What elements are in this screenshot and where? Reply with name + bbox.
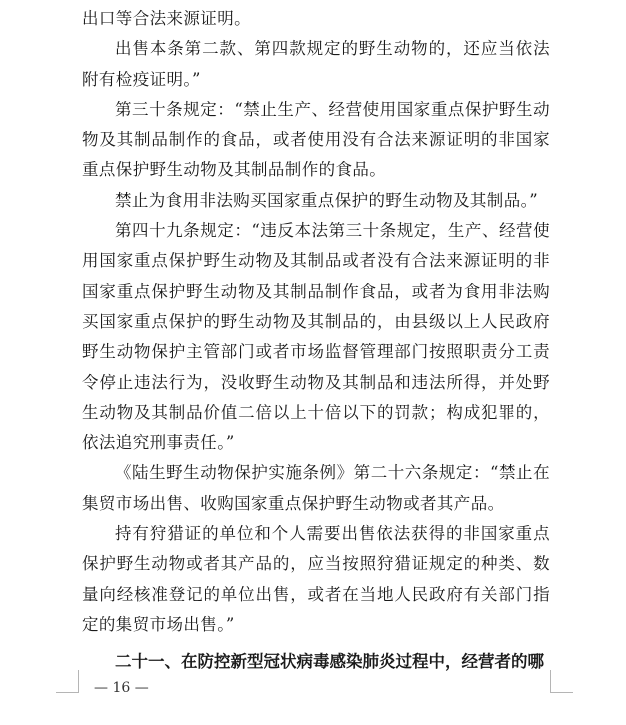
paragraph-2: 出售本条第二款、第四款规定的野生动物的，还应当依法附有检疫证明。” bbox=[82, 39, 550, 89]
paragraph-7: 持有狩猎证的单位和个人需要出售依法获得的非国家重点保护野生动物或者其产品的，应当按照狩猎证规定的种类、数量向经核准登记的单位出售，或者在当地人民政府有关部门指定的集贸市场出售。” bbox=[82, 524, 550, 634]
paragraph-5: 第四十九条规定：“违反本法第三十条规定，生产、经营使用国家重点保护野生动物及其制品或者没有合法来源证明的非国家重点保护野生动物及其制品制作食品，或者为食用非法购买国家重点保护的野生动物及其制品的，由县级以上人民政府野生动物保护主管部门或者市场监督管理部门按照职责分工责令停止违法行为，没收野生动物及其制品和违法所得，并处野生动物及其制品价值二倍以上十倍以下的罚款；构成犯罪的，依法追究刑事责任。” bbox=[82, 221, 550, 453]
crop-mark-right bbox=[550, 670, 573, 693]
section-heading: 二十一、在防控新型冠状病毒感染肺炎过程中，经营者的哪 bbox=[115, 652, 544, 672]
crop-mark-left bbox=[56, 670, 79, 693]
paragraph-1: 出口等合法来源证明。 bbox=[82, 9, 251, 28]
paragraph-6: 《陆生野生动物保护实施条例》第二十六条规定：“禁止在集贸市场出售、收购国家重点保护野生动物或者其产品。 bbox=[82, 463, 550, 513]
paragraph-3: 第三十条规定：“禁止生产、经营使用国家重点保护野生动物及其制品制作的食品，或者使用没有合法来源证明的非国家重点保护野生动物及其制品制作的食品。 bbox=[82, 99, 550, 180]
body-text bbox=[82, 4, 550, 678]
page-number: — 16 — bbox=[94, 680, 149, 696]
paragraph-4: 禁止为食用非法购买国家重点保护的野生动物及其制品。” bbox=[115, 190, 539, 210]
